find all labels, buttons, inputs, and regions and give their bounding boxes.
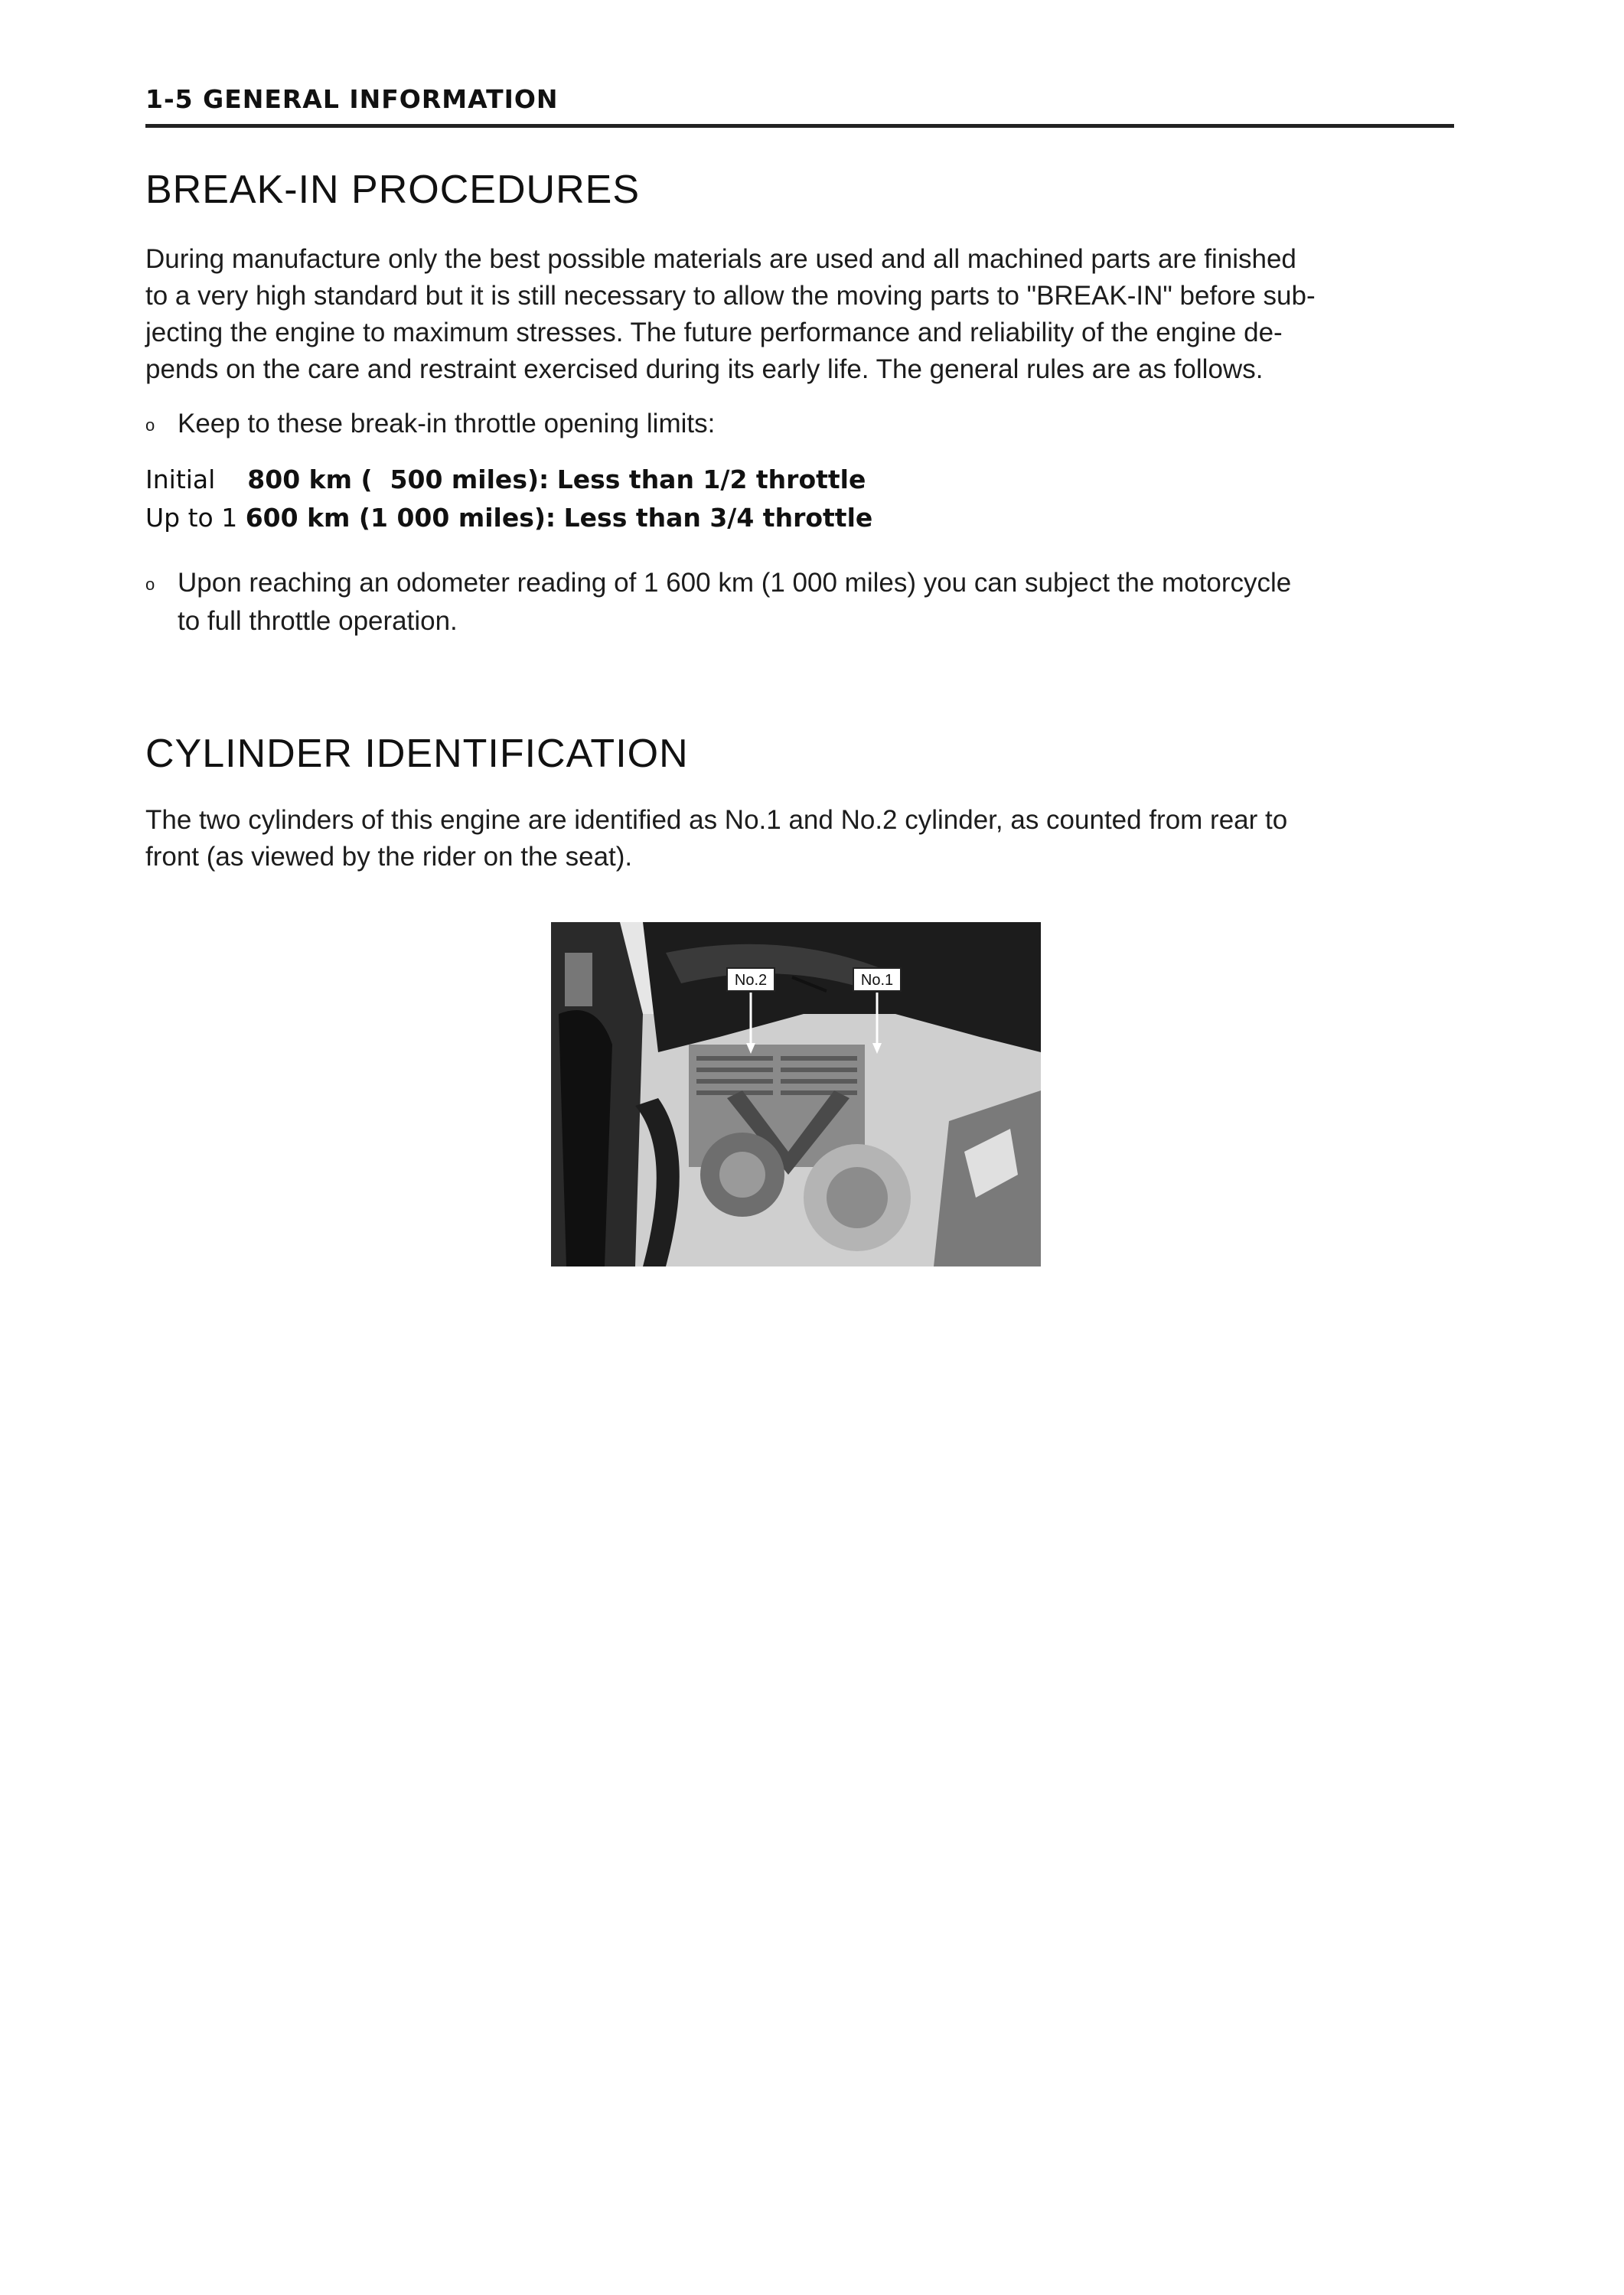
- section-title-break-in: BREAK-IN PROCEDURES: [145, 168, 640, 212]
- page-header-title: 1-5 GENERAL INFORMATION: [145, 84, 559, 114]
- intro-line: to a very high standard but it is still necessary to allow the moving parts to "BREAK-IN" before sub-: [145, 281, 1316, 311]
- throttle-limits: [145, 461, 872, 537]
- bullet-text-continued: to full throttle operation.: [178, 605, 458, 636]
- page-header: [145, 86, 1454, 113]
- break-in-intro: [145, 241, 1456, 388]
- limit-label: Initial: [145, 465, 216, 494]
- engine-photo-illustration: [551, 922, 1041, 1266]
- limit-value: Less than 3/4 throttle: [563, 503, 873, 533]
- cylinder-label-no1: No.1: [860, 972, 894, 989]
- cylinder-id-text: [145, 802, 1456, 875]
- limit-row-initial: [145, 461, 872, 499]
- intro-line: jecting the engine to maximum stresses. The future performance and reliability of the engine de-: [145, 318, 1283, 347]
- limit-label: Up to 1: [145, 503, 238, 533]
- intro-line: During manufacture only the best possible materials are used and all machined parts are finished: [145, 244, 1296, 274]
- header-rule: [145, 124, 1454, 128]
- cylinder-line: The two cylinders of this engine are identified as No.1 and No.2 cylinder, as counted from rear to: [145, 805, 1288, 835]
- bullet-text: Upon reaching an odometer reading of 1 600 km (1 000 miles) you can subject the motorcycle: [178, 568, 1292, 598]
- section-title-cylinder-id: CYLINDER IDENTIFICATION: [145, 732, 689, 776]
- cylinder-label-no2: No.2: [734, 972, 768, 989]
- bullet-text: Keep to these break-in throttle opening limits:: [178, 409, 716, 438]
- engine-photo: [551, 922, 1041, 1266]
- bullet-symbol: o: [145, 415, 155, 435]
- bullet-symbol: o: [145, 574, 155, 594]
- bullet-item-limits: [145, 406, 1456, 444]
- cylinder-line: front (as viewed by the rider on the seat).: [145, 842, 633, 872]
- limit-value: Less than 1/2 throttle: [556, 465, 866, 494]
- limit-range: 800 km ( 500 miles):: [247, 465, 549, 494]
- intro-line: pends on the care and restraint exercised during its early life. The general rules are as follows.: [145, 354, 1264, 384]
- limit-row-upto: [145, 499, 872, 537]
- bullet-item-full-throttle: [145, 565, 1456, 640]
- limit-range: 600 km (1 000 miles):: [245, 503, 556, 533]
